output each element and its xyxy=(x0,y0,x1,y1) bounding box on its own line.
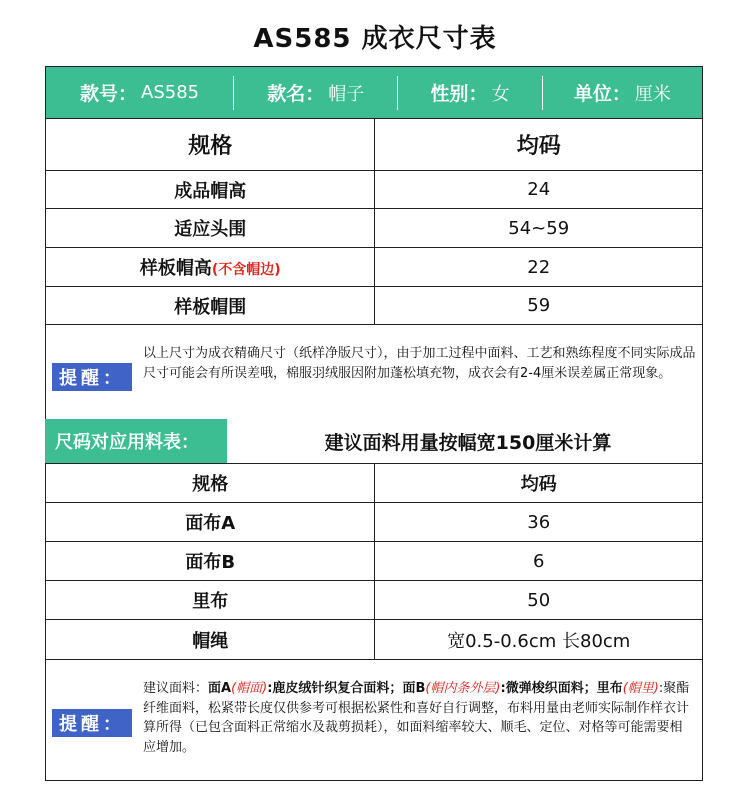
row-value: 22 xyxy=(375,248,703,287)
material-table-header xyxy=(46,464,703,503)
gender-value: 女 xyxy=(491,83,510,105)
material-section-bar xyxy=(45,419,703,463)
table-row xyxy=(46,209,703,248)
material-section-tag: 尺码对应用料表： xyxy=(45,419,227,463)
table-row xyxy=(46,620,703,660)
size-col-size: 均码 xyxy=(375,119,703,171)
gender-cell xyxy=(398,76,542,110)
reminder-text: 以上尺寸为成衣精确尺寸（纸样净版尺寸），由于加工过程中面料、工艺和熟练程度不同实际成品尺寸可能会有所误差哦，棉服羽绒服因附加蓬松填充物，成衣会有2-4厘米误差属正常现象。 xyxy=(143,346,696,381)
size-table xyxy=(45,118,703,325)
style-no-label: 款号： xyxy=(80,83,138,105)
reminder-box-2 xyxy=(45,659,703,781)
row-note: (不含帽边) xyxy=(211,262,281,278)
row-value: 59 xyxy=(375,287,703,325)
row-name: 面布B xyxy=(46,542,375,581)
gender-label: 性别： xyxy=(430,83,488,105)
size-table-header xyxy=(46,119,703,171)
row-value: 54~59 xyxy=(375,209,703,248)
material-table xyxy=(45,463,703,660)
table-row xyxy=(46,581,703,620)
material-section-note: 建议面料用量按幅宽150厘米计算 xyxy=(324,431,612,454)
row-name: 面布A xyxy=(46,503,375,542)
row-name: 帽绳 xyxy=(46,620,375,660)
reminder-badge: 提醒： xyxy=(52,709,132,737)
row-name: 成品帽高 xyxy=(174,180,247,202)
row-value: 36 xyxy=(375,503,703,542)
row-name: 适应头围 xyxy=(174,219,247,240)
material-advice-text: 建议面料：面A(帽面):鹿皮绒针织复合面料；面B(帽内条外层):微弹梭织面料；里布(帽里):聚酯纤维面料，松紧带长度仅供参考可根据松紧性和喜好自行调整，布料用量由老师实际制作样衣计算所得（已包含面料正常缩水及裁剪损耗），如面料缩率较大、顺毛、定位、对格等可能需要相应增加。 xyxy=(143,681,690,755)
reminder-badge: 提醒： xyxy=(52,363,132,391)
table-row xyxy=(46,542,703,581)
row-value: 宽0.5-0.6cm 长80cm xyxy=(375,620,703,660)
page-title: AS585 成衣尺寸表 xyxy=(253,24,497,54)
style-name-cell xyxy=(234,76,398,110)
unit-label: 单位： xyxy=(573,83,631,105)
reminder-box-1 xyxy=(45,324,703,419)
row-name: 里布 xyxy=(46,581,375,620)
style-name-value: 帽子 xyxy=(328,83,365,105)
row-name: 样板帽高 xyxy=(139,258,212,279)
info-header xyxy=(45,66,703,118)
row-value: 24 xyxy=(375,171,703,209)
row-value: 6 xyxy=(375,542,703,581)
style-name-label: 款名： xyxy=(267,83,325,105)
style-no-value: AS585 xyxy=(141,82,200,103)
material-col-spec: 规格 xyxy=(46,464,375,503)
size-col-spec: 规格 xyxy=(46,119,375,171)
table-row xyxy=(46,287,703,325)
table-row xyxy=(46,248,703,287)
material-col-size: 均码 xyxy=(375,464,703,503)
style-no-cell xyxy=(46,76,234,110)
unit-cell xyxy=(543,76,702,110)
table-row xyxy=(46,503,703,542)
row-name: 样板帽围 xyxy=(174,296,247,318)
unit-value: 厘米 xyxy=(634,83,671,105)
table-row xyxy=(46,171,703,209)
row-value: 50 xyxy=(375,581,703,620)
